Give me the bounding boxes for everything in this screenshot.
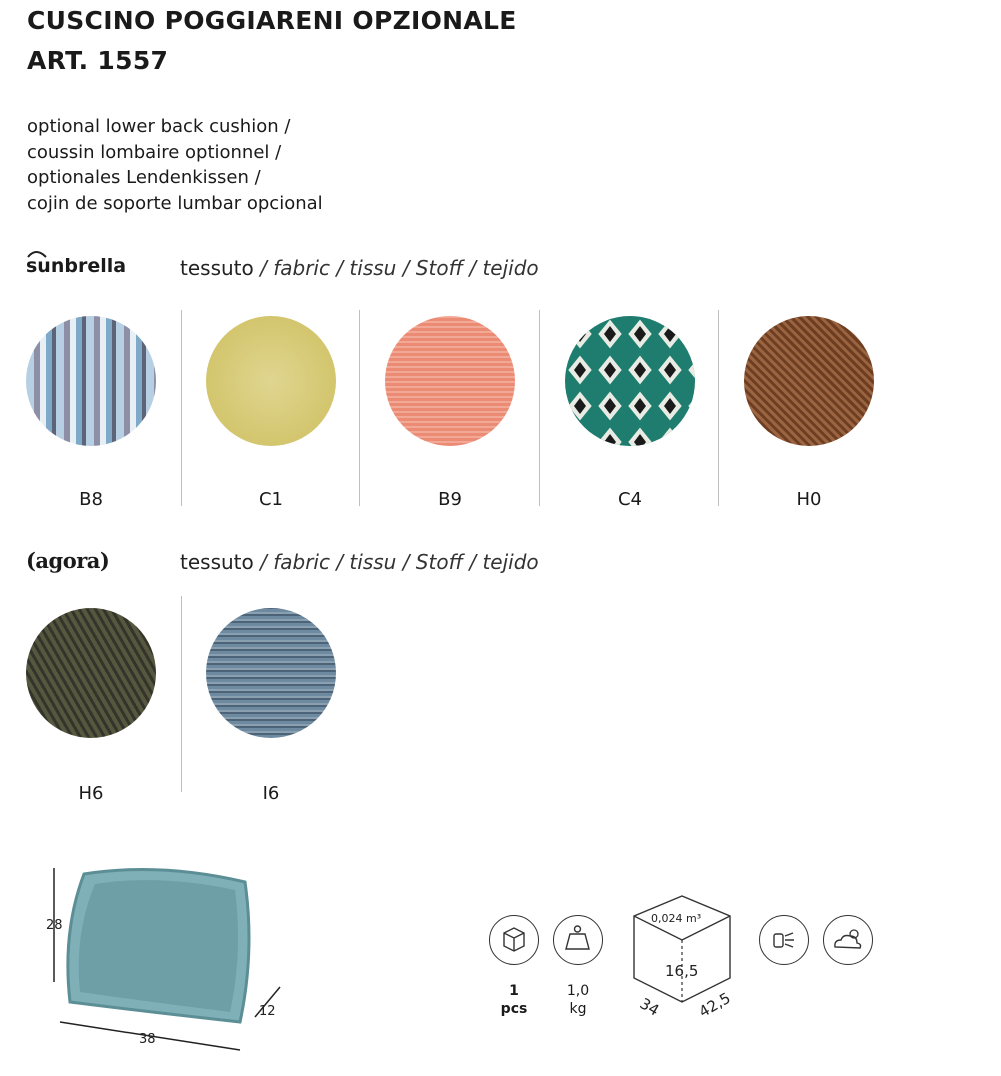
swatch-h0[interactable]: [744, 316, 874, 446]
pieces-unit: pcs: [500, 1001, 528, 1017]
divider: [181, 310, 182, 506]
swatch-h6[interactable]: [26, 608, 156, 738]
description-fr: coussin lombaire optionnel /: [27, 141, 282, 163]
fabric-label-sunbrella: [180, 256, 539, 280]
swatch-b9[interactable]: [385, 316, 515, 446]
swatch-code-c4: C4: [617, 489, 643, 510]
swatch-code-h6: H6: [78, 783, 104, 804]
description-de: optionales Lendenkissen /: [27, 167, 261, 188]
swatch-code-b9: B9: [438, 489, 462, 510]
agora-logo: (agora): [26, 548, 110, 573]
weight-unit: kg: [569, 1001, 587, 1017]
fabric-label-main: tessuto: [180, 550, 254, 574]
uv-resistant-icon: [759, 915, 809, 965]
fabric-label-translations: / fabric / tissu / Stoff / tejido: [253, 550, 539, 574]
product-title: CUSCINO POGGIARENI OPZIONALE: [27, 6, 517, 35]
swatch-code-c1: C1: [258, 489, 284, 510]
weather-icon: [823, 915, 873, 965]
fabric-label-agora: [180, 550, 539, 574]
fabric-label-translations: / fabric / tissu / Stoff / tejido: [253, 256, 539, 280]
description-en: optional lower back cushion /: [27, 116, 291, 137]
box-icon: [489, 915, 539, 965]
swatch-code-h0: H0: [796, 489, 822, 510]
package-width: 42,5: [695, 988, 734, 1022]
description-es: cojin de soporte lumbar opcional: [27, 192, 323, 214]
swatch-code-b8: B8: [79, 489, 103, 510]
package-depth: 34: [636, 994, 663, 1020]
sunbrella-wordmark: sunbrella: [26, 255, 127, 277]
dimension-width: 38: [139, 1032, 156, 1047]
diamond-pattern: [565, 316, 695, 446]
package-volume: 0,024 m³: [651, 912, 702, 925]
swatch-code-i6: I6: [262, 783, 280, 804]
article-number: ART. 1557: [27, 46, 169, 75]
swatch-c4[interactable]: [565, 316, 695, 446]
swatch-c1[interactable]: [206, 316, 336, 446]
fabric-label-main: tessuto: [180, 256, 254, 280]
divider: [718, 310, 719, 506]
cushion-illustration: [40, 862, 290, 1062]
swatch-i6[interactable]: [206, 608, 336, 738]
swatch-b8[interactable]: [26, 316, 156, 446]
product-description: [27, 114, 323, 216]
divider: [359, 310, 360, 506]
weight-value: 1,0: [566, 983, 590, 999]
dimension-depth: 12: [259, 1004, 276, 1019]
divider: [181, 596, 182, 792]
pieces-value: 1: [509, 983, 519, 999]
sunbrella-logo: [26, 253, 126, 275]
weight-icon: [553, 915, 603, 965]
dimension-height: 28: [46, 918, 63, 933]
package-height: 16,5: [665, 962, 699, 980]
divider: [539, 310, 540, 506]
